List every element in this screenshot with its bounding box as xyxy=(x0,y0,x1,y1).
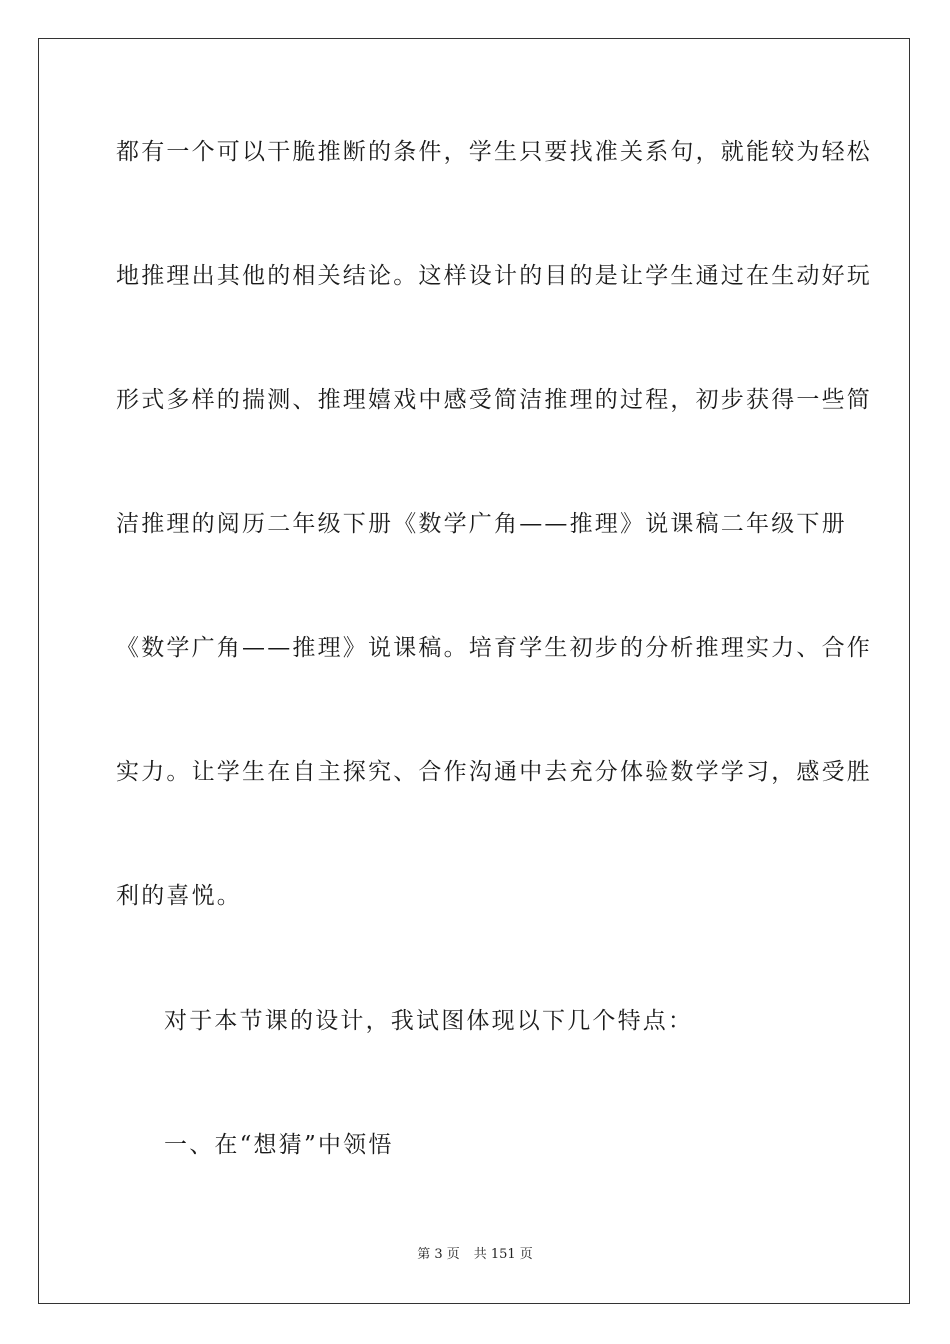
total-pages: 共 151 页 xyxy=(473,1247,533,1262)
section-heading-one: 一、在“想猜”中领悟 xyxy=(164,1132,394,1158)
body-text-line: 形式多样的揣测、推理嬉戏中感受简洁推理的过程，初步获得一些简 xyxy=(116,387,872,413)
body-text-line: 实力。让学生在自主探究、合作沟通中去充分体验数学学习，感受胜 xyxy=(116,759,872,785)
body-text-line: 洁推理的阅历二年级下册《数学广角——推理》说课稿二年级下册 xyxy=(116,511,847,537)
design-intro-paragraph: 对于本节课的设计，我试图体现以下几个特点： xyxy=(164,1008,694,1034)
body-text-line: 《数学广角——推理》说课稿。培育学生初步的分析推理实力、合作 xyxy=(116,635,872,661)
body-text-line: 地推理出其他的相关结论。这样设计的目的是让学生通过在生动好玩 xyxy=(116,263,872,289)
page-number: 第 3 页 xyxy=(417,1247,460,1262)
page-footer xyxy=(0,1246,950,1264)
body-text-line: 利的喜悦。 xyxy=(116,883,242,909)
body-text-line: 都有一个可以干脆推断的条件，学生只要找准关系句，就能较为轻松 xyxy=(116,139,872,165)
page-border xyxy=(38,38,910,1304)
